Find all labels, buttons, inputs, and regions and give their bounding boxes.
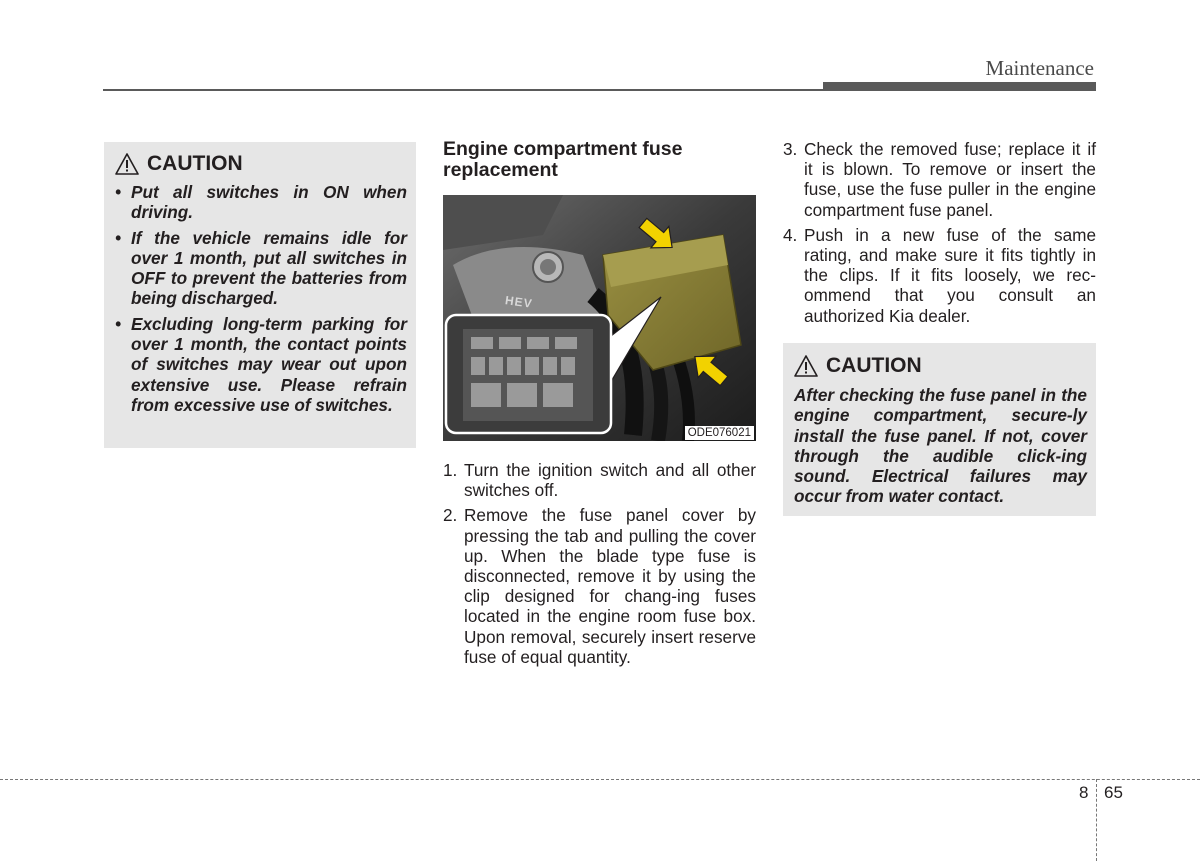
list-item (443, 460, 756, 500)
caution-title: CAUTION (147, 152, 243, 175)
engine-compartment-illustration (443, 195, 756, 441)
steps-list-right (783, 139, 1096, 331)
caution-header (115, 152, 407, 176)
engine-fuse-figure (443, 195, 756, 441)
list-item (783, 225, 1096, 326)
warning-icon (794, 355, 818, 377)
step-number: 3. (783, 139, 798, 159)
section-heading: Engine compartment fuse replacement (443, 138, 683, 181)
caution-header (794, 354, 1087, 378)
step-text: Remove the fuse panel cover by pressing the tab and pulling the cover up. When the blade type fuse is disconnected, remove it by using the clip designed for chang-ing fuses located in the engine room fuse box. Upon removal, securely insert reserve fuse of equal quantity. (464, 505, 756, 667)
footer-rule (0, 779, 1200, 780)
warning-icon (115, 153, 139, 175)
step-text: Push in a new fuse of the same rating, and make sure it fits tightly in the clips. If it fits loosely, we rec-ommend that you consult an authorized Kia dealer. (804, 224, 1096, 326)
header-rule-accent (823, 82, 1096, 91)
list-item (443, 505, 756, 667)
step-number: 2. (443, 505, 458, 526)
section-title: Maintenance (985, 56, 1094, 80)
caution-text: After checking the fuse panel in the engine compartment, secure-ly install the fuse panel. If not, cover through the audible click-ing sound. Electrical failures may occur from water contact. (794, 385, 1087, 507)
caution-title: CAUTION (826, 354, 922, 377)
step-number: 4. (783, 224, 798, 245)
steps-list-left (443, 460, 756, 672)
caution-item: • Excluding long-term parking for over 1 month, the contact points of switches may wear out upon extensive use. Please refrain from excessive use of switches. (115, 314, 407, 415)
step-number: 1. (443, 460, 458, 480)
engine-cover-label: HEV (504, 293, 534, 311)
caution-item: • Put all switches in ON when driving. (115, 182, 407, 223)
caution-box-left (104, 142, 416, 448)
page-number: 65 (1104, 783, 1123, 802)
figure-code: ODE076021 (685, 426, 754, 440)
list-item (783, 139, 1096, 220)
footer-divider (1096, 779, 1097, 861)
step-text: Turn the ignition switch and all other switches off. (464, 460, 756, 501)
step-text: Check the removed fuse; replace it if it is blown. To remove or insert the fuse, use the fuse puller in the engine compartment fuse panel. (804, 139, 1096, 220)
caution-item: • If the vehicle remains idle for over 1 month, put all switches in OFF to prevent the batteries from being discharged. (115, 228, 407, 309)
chapter-number: 8 (1079, 783, 1089, 802)
caution-box-right (783, 343, 1096, 516)
